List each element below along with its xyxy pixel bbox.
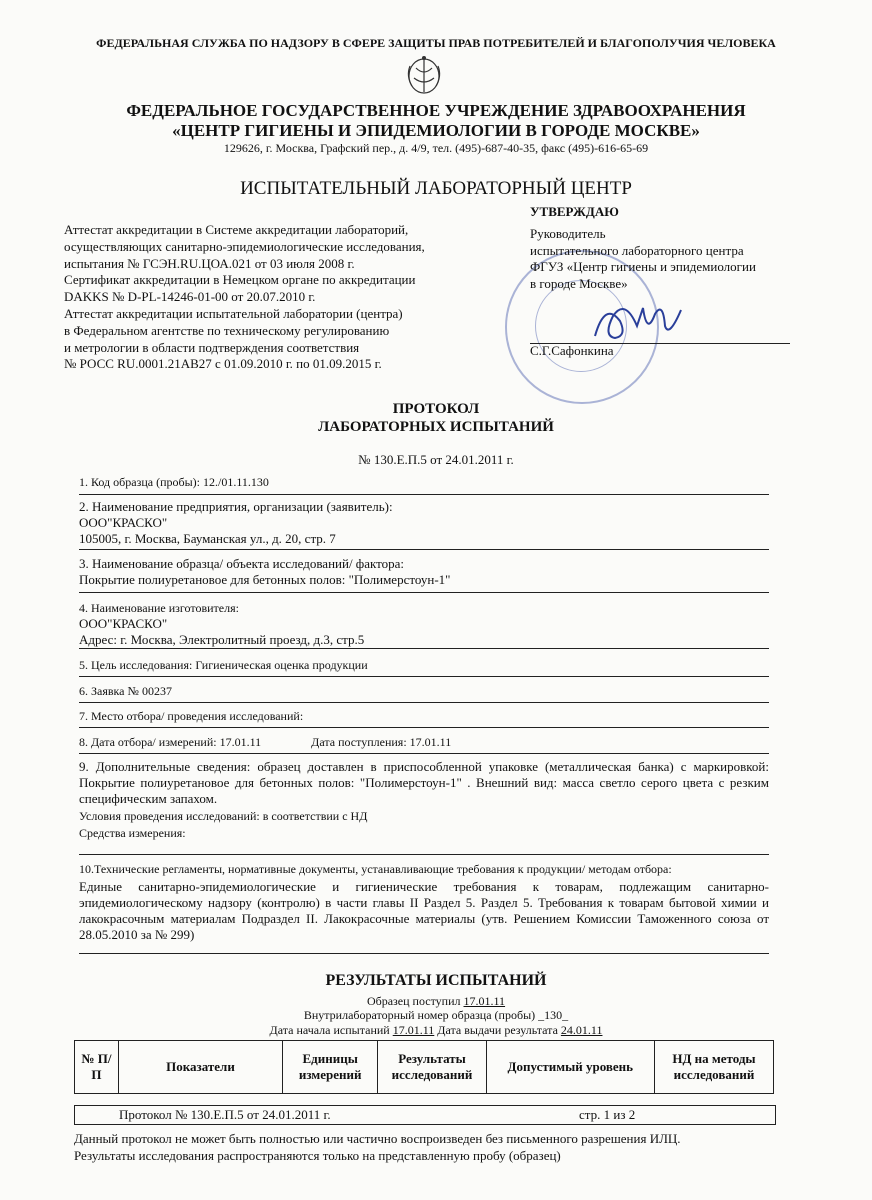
section-10 (79, 861, 769, 943)
test-dates: Дата начала испытаний 17.01.11 Дата выдачи результата 24.01.11 (269, 1023, 603, 1037)
sample-name-label: 3. Наименование образца/ объекта исследований/ фактора: (79, 556, 405, 571)
accreditation-line: Аттестат аккредитации испытательной лаборатории (центра) (64, 305, 403, 321)
section-1 (79, 474, 769, 495)
applicant-address: 105005, г. Москва, Бауманская ул., д. 20, стр. 7 (79, 531, 336, 546)
footer-note-1: Данный протокол не может быть полностью или частично воспроизведен без письменного разрешения ИЛЦ. (74, 1131, 681, 1146)
research-conditions: Условия проведения исследований: в соответствии с НД (79, 809, 368, 823)
additional-info: 9. Дополнительные сведения: образец доставлен в приспособленной упаковке (металлическая банка) с маркировкой: Покрытие полиуретановое для бетонных полов: "Полимерстоун-1" . Внешний вид: масса светло серого цвета с резким специфическим запахом. (79, 759, 769, 806)
manufacturer-name: ООО"КРАСКО" (79, 616, 168, 631)
column-header: Допустимый уровень (486, 1041, 654, 1094)
request-number: 6. Заявка № 00237 (79, 684, 172, 698)
accreditation-line: № РОСС RU.0001.21АВ27 с 01.09.2010 г. по 01.09.2015 г. (64, 356, 382, 372)
column-header: Результаты исследований (378, 1041, 486, 1094)
results-table (74, 1040, 774, 1094)
approval-block (530, 203, 830, 292)
table-header-row (75, 1041, 774, 1094)
applicant-name: ООО"КРАСКО" (79, 515, 168, 530)
section-7 (79, 708, 769, 728)
protocol-title: ПРОТОКОЛ (392, 401, 480, 417)
accreditation-line: Сертификат аккредитации в Немецком органе по аккредитации (64, 272, 416, 288)
receipt-date: Дата поступления: 17.01.11 (311, 735, 452, 749)
accreditation-line: и метрологии в области подтверждения соответствия (64, 339, 360, 355)
column-header: НД на методы исследований (654, 1041, 773, 1094)
org-name-line2: «ЦЕНТР ГИГИЕНЫ И ЭПИДЕМИОЛОГИИ В ГОРОДЕ МОСКВЕ» (172, 121, 700, 140)
column-header: Единицы измерений (282, 1041, 377, 1094)
column-header: № П/П (75, 1041, 119, 1094)
section-9 (79, 759, 769, 841)
measuring-instruments: Средства измерения: (79, 826, 186, 840)
approver-name: С.Г.Сафонкина (530, 343, 614, 358)
section-2 (79, 499, 769, 550)
sample-code: 1. Код образца (пробы): 12./01.11.130 (79, 475, 269, 489)
accreditation-line: Аттестат аккредитации в Системе аккредитации лабораторий, (64, 222, 409, 237)
protocol-number: № 130.Е.П.5 от 24.01.2011 г. (358, 452, 514, 467)
org-address: 129626, г. Москва, Графский пер., д. 4/9, тел. (495)-687-40-35, факс (495)-616-65-69 (223, 141, 649, 155)
accreditation-line: испытания № ГСЭН.RU.ЦОА.021 от 03 июля 2008 г. (64, 255, 355, 271)
approve-line: Руководитель (530, 226, 606, 241)
section-5 (79, 657, 769, 677)
section-8 (79, 734, 769, 754)
column-header: Показатели (118, 1041, 282, 1094)
approve-line: ФГУЗ «Центр гигиены и эпидемиологии (530, 259, 756, 274)
section-3 (79, 556, 769, 593)
manufacturer-address: Адрес: г. Москва, Электролитный проезд, д.3, стр.5 (79, 632, 365, 647)
center-title: ИСПЫТАТЕЛЬНЫЙ ЛАБОРАТОРНЫЙ ЦЕНТР (240, 178, 632, 199)
agency-name: ФЕДЕРАЛЬНАЯ СЛУЖБА ПО НАДЗОРУ В СФЕРЕ ЗАЩИТЫ ПРАВ ПОТРЕБИТЕЛЕЙ И БЛАГОПОЛУЧИЯ ЧЕЛОВЕКА (96, 36, 776, 50)
org-name-line1: ФЕДЕРАЛЬНОЕ ГОСУДАРСТВЕННОЕ УЧРЕЖДЕНИЕ ЗДРАВООХРАНЕНИЯ (126, 101, 746, 120)
sampling-place: 7. Место отбора/ проведения исследований: (79, 709, 304, 723)
approve-title: УТВЕРЖДАЮ (530, 204, 619, 219)
regulations-text: Единые санитарно-эпидемиологические и гигиенические требования к товарам, подлежащим санитарно-эпидемиологическому надзору (контролю) в части главы II Раздел 5. Раздел 5. Требования к товарам бытовой химии и лакокрасочным материалам Подраздел II. Лакокрасочные материалы (утв. Решением Комиссии Таможенного союза от 28.05.2010 за № 299) (79, 879, 769, 942)
approve-line: в городе Москве» (530, 275, 628, 291)
section-4 (79, 600, 769, 649)
footer-protocol: Протокол № 130.Е.П.5 от 24.01.2011 г. (119, 1107, 331, 1122)
applicant-label: 2. Наименование предприятия, организации (заявитель): (79, 499, 393, 514)
accreditation-line: DAKKS № D-PL-14246-01-00 от 20.07.2010 г. (64, 289, 316, 305)
internal-number: Внутрилабораторный номер образца (пробы) _130_ (303, 1008, 569, 1022)
section-6 (79, 683, 769, 703)
accreditation-line: осуществляющих санитарно-эпидемиологические исследования, (64, 238, 425, 254)
sample-received: Образец поступил 17.01.11 (366, 994, 506, 1008)
sampling-date: 8. Дата отбора/ измерений: 17.01.11 (79, 735, 262, 749)
emblem-icon (402, 52, 446, 96)
section-divider (79, 953, 769, 954)
section-divider (79, 854, 769, 855)
footer-page: стр. 1 из 2 (579, 1107, 636, 1122)
footer-box (74, 1105, 776, 1125)
accreditation-line: в Федеральном агентстве по техническому регулированию (64, 322, 390, 338)
sample-name: Покрытие полиуретановое для бетонных полов: "Полимерстоун-1" (79, 572, 451, 587)
accreditation-block (64, 222, 484, 373)
footer-note-2: Результаты исследования распространяются только на представленную пробу (образец) (74, 1148, 561, 1163)
protocol-subtitle: ЛАБОРАТОРНЫХ ИСПЫТАНИЙ (318, 419, 554, 435)
approve-line: испытательного лабораторного центра (530, 242, 744, 258)
research-purpose: 5. Цель исследования: Гигиеническая оценка продукции (79, 658, 368, 672)
regulations-label: 10.Технические регламенты, нормативные документы, устанавливающие требования к продукции/ методам отбора: (79, 862, 672, 876)
manufacturer-label: 4. Наименование изготовителя: (79, 601, 239, 615)
signature-icon (585, 296, 695, 346)
results-title: РЕЗУЛЬТАТЫ ИСПЫТАНИЙ (325, 972, 547, 989)
